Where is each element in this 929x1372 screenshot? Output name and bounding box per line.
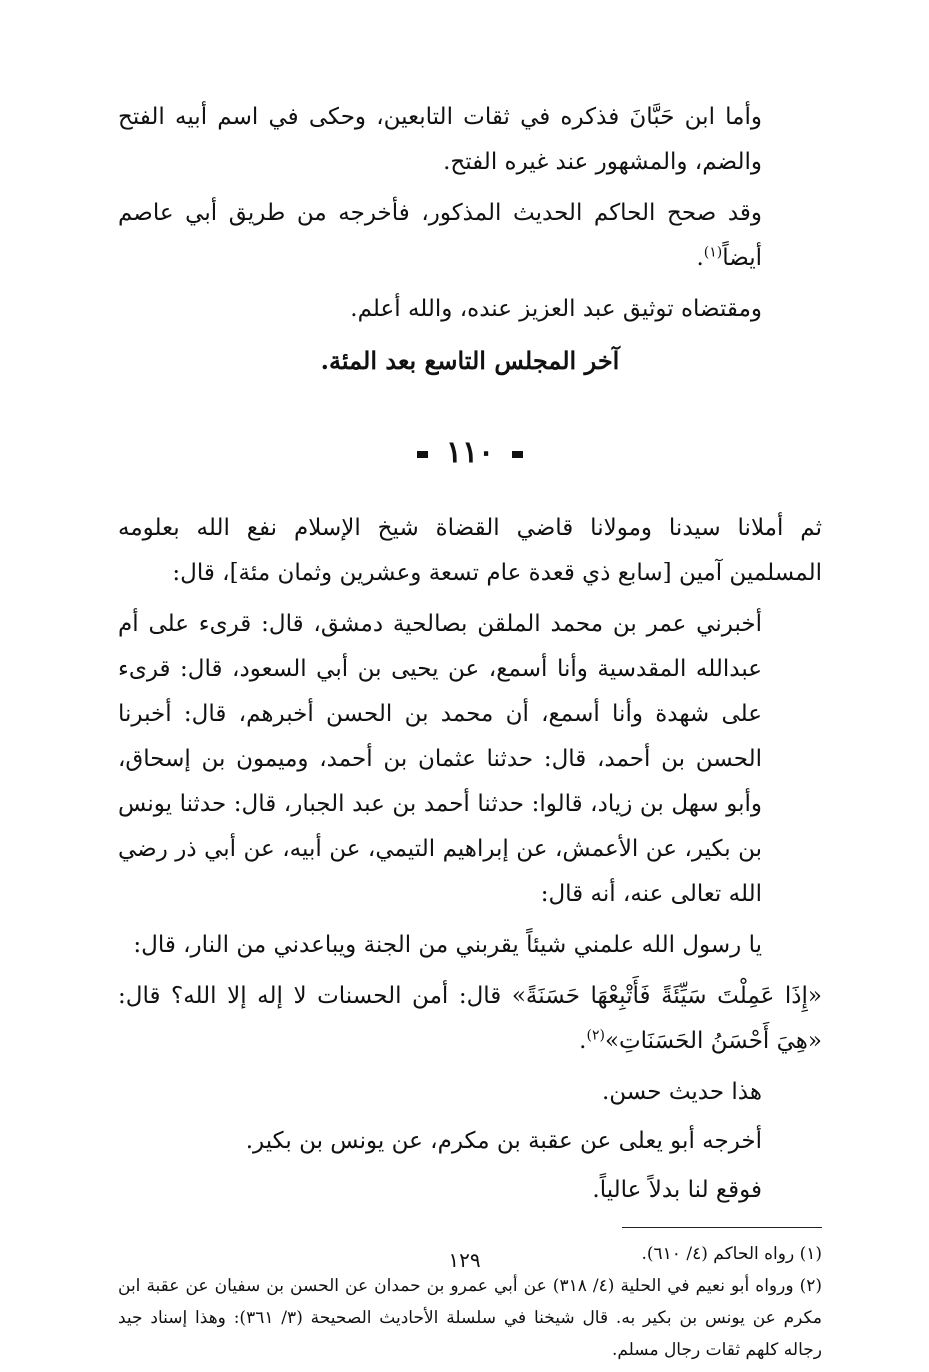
session-end-heading: آخر المجلس التاسع بعد المئة. bbox=[320, 346, 620, 375]
left-dash-ornament bbox=[417, 451, 428, 458]
footnote-2: (٢) ورواه أبو نعيم في الحلية (٤/ ٣١٨) عن أبي عمرو بن حمدان عن الحسن بن سفيان عن عقبة ابن مكرم عن يونس بن بكير به. قال شيخنا في سلسلة الأحاديث الصحيحة (٣/ ٣٦١): وهذا إسناد جيد رجاله كلهم ثقات رجال مسلم. bbox=[118, 1276, 822, 1360]
page-number: ١٢٩ bbox=[448, 1248, 481, 1272]
period-1: . bbox=[696, 245, 704, 271]
footnote-divider bbox=[622, 1227, 822, 1228]
closing-line-hasan: هذا حديث حسن. bbox=[601, 1079, 762, 1105]
paragraph-isnad: أخبرني عمر بن محمد الملقن بصالحية دمشق، قال: قرىء على أم عبدالله المقدسية وأنا أسمع، عن يحيى بن أبي السعود، قال: قرىء على شهدة وأنا أسمع، أن محمد بن الحسن أخبرهم، قال: أخبرنا الحسن بن أحمد، قال: حدثنا عثمان بن أحمد، وميمون بن إسحاق، وأبو سهل بن زياد، قالوا: حدثنا أحمد بن عبد الجبار، قال: حدثنا يونس بن بكير، عن الأعمش، عن إبراهيم التيمي، عن أبيه، عن أبي ذر رضي الله تعالى عنه، أنه قال: bbox=[118, 611, 762, 907]
paragraph-hakim bbox=[118, 191, 822, 281]
paragraph-intro: ثم أملانا سيدنا ومولانا قاضي القضاة شيخ الإسلام نفع الله بعلومه المسلمين آمين [سابع ذي قعدة عام تسعة وعشرين وثمان مئة]، قال: bbox=[118, 515, 822, 586]
closing-line-abu-yala: أخرجه أبو يعلى عن عقبة بن مكرم، عن يونس بن بكير. bbox=[245, 1128, 762, 1154]
section-number-heading bbox=[118, 428, 822, 478]
page-body bbox=[118, 95, 822, 1366]
footnote-ref-1: (١) bbox=[703, 244, 723, 261]
right-dash-ornament bbox=[512, 451, 523, 458]
closing-line-badal: فوقع لنا بدلاً عالياً. bbox=[592, 1177, 762, 1203]
paragraph-ibn-hibban: وأما ابن حَبَّانَ فذكره في ثقات التابعين، وحكى في اسم أبيه الفتح والضم، والمشهور عند غيره الفتح. bbox=[118, 104, 762, 175]
period-2: . bbox=[579, 1028, 587, 1054]
footnote-1: (١) رواه الحاكم (٤/ ٦١٠). bbox=[641, 1244, 822, 1264]
paragraph-tawthiq: ومقتضاه توثيق عبد العزيز عنده، والله أعلم. bbox=[350, 296, 762, 322]
footnote-ref-2: (٢) bbox=[586, 1027, 605, 1044]
paragraph-question: يا رسول الله علمني شيئاً يقربني من الجنة ويباعدني من النار، قال: bbox=[133, 932, 762, 958]
paragraph-hakim-text: وقد صحح الحاكم الحديث المذكور، فأخرجه من طريق أبي عاصم أيضاً bbox=[118, 200, 762, 271]
hadith-text: «إِذَا عَمِلْتَ سَيِّئَةً فَأَتْبِعْهَا حَسَنَةً» قال: أمن الحسنات لا إله إلا الله؟ قال: «هِيَ أَحْسَنُ الحَسَنَاتِ» bbox=[118, 983, 822, 1054]
paragraph-hadith bbox=[118, 974, 822, 1064]
section-number: ١١٠ bbox=[445, 435, 495, 470]
